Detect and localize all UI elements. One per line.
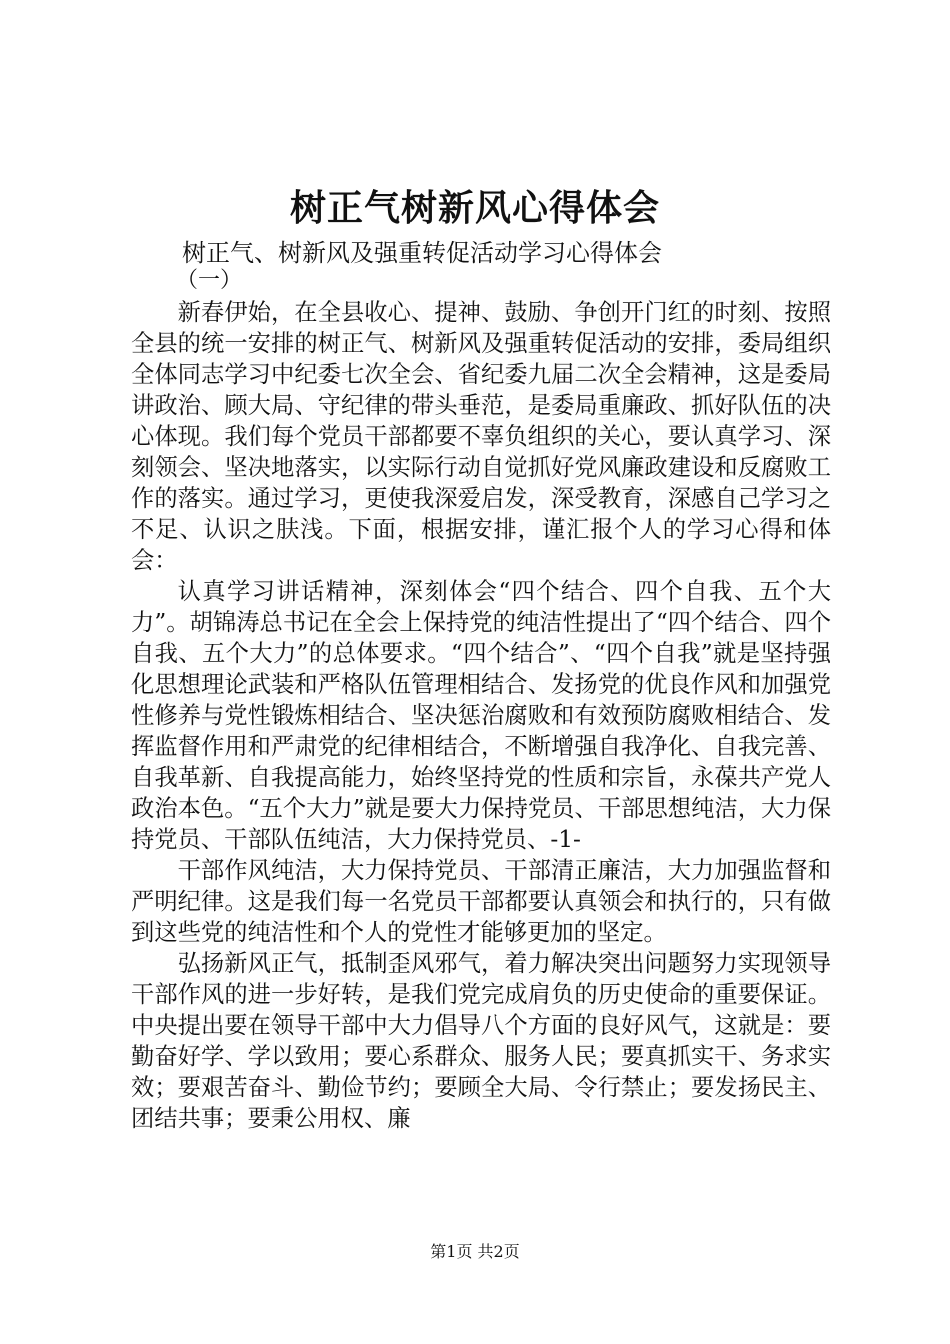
- paragraph-2: 认真学习讲话精神，深刻体会“四个结合、四个自我、五个大力”。胡锦涛总书记在全会上保持党的纯洁性提出了“四个结合、四个自我、五个大力”的总体要求。“四个结合”、“四个自我”就是坚持强化思想理论武装和严格队伍管理相结合、发扬党的优良作风和加强党性修养与党性锻炼相结合、坚决惩治腐败和有效预防腐败相结合、发挥监督作用和严肃党的纪律相结合，不断增强自我净化、自我完善、自我革新、自我提高能力，始终坚持党的性质和宗旨，永葆共产党人政治本色。“五个大力”就是要大力保持党员、干部思想纯洁，大力保持党员、干部队伍纯洁，大力保持党员、-1-: [131, 578, 831, 853]
- document-title: 树正气树新风心得体会: [289, 187, 660, 229]
- paragraph-3: 干部作风纯洁，大力保持党员、干部清正廉洁，大力加强监督和严明纪律。这是我们每一名党员干部都要认真领会和执行的，只有做到这些党的纯洁性和个人的党性才能够更加的坚定。: [131, 857, 831, 946]
- paragraph-1: 新春伊始，在全县收心、提神、鼓励、争创开门红的时刻、按照全县的统一安排的树正气、树新风及强重转促活动的安排，委局组织全体同志学习中纪委七次全会、省纪委九届二次全会精神，这是委局讲政治、顾大局、守纪律的带头垂范，是委局重廉政、抓好队伍的决心体现。我们每个党员干部都要不辜负组织的关心，要认真学习、深刻领会、坚决地落实，以实际行动自觉抓好党风廉政建设和反腐败工作的落实。通过学习，更使我深爱启发，深受教育，深感自己学习之不足、认识之肤浅。下面，根据安排，谨汇报个人的学习心得和体会：: [131, 299, 831, 574]
- subtitle-number: （一）: [176, 268, 243, 293]
- document-subtitle: 树正气、树新风及强重转促活动学习心得体会: [182, 239, 662, 267]
- page-footer: 第1页 共2页: [430, 1242, 520, 1261]
- paragraph-4: 弘扬新风正气，抵制歪风邪气，着力解决突出问题努力实现领导干部作风的进一步好转，是我们党完成肩负的历史使命的重要保证。中央提出要在领导干部中大力倡导八个方面的良好风气，这就是：要勤奋好学、学以致用；要心系群众、服务人民；要真抓实干、务求实效；要艰苦奋斗、勤俭节约；要顾全大局、令行禁止；要发扬民主、团结共事；要秉公用权、廉: [131, 950, 831, 1132]
- document-body: [131, 297, 831, 1134]
